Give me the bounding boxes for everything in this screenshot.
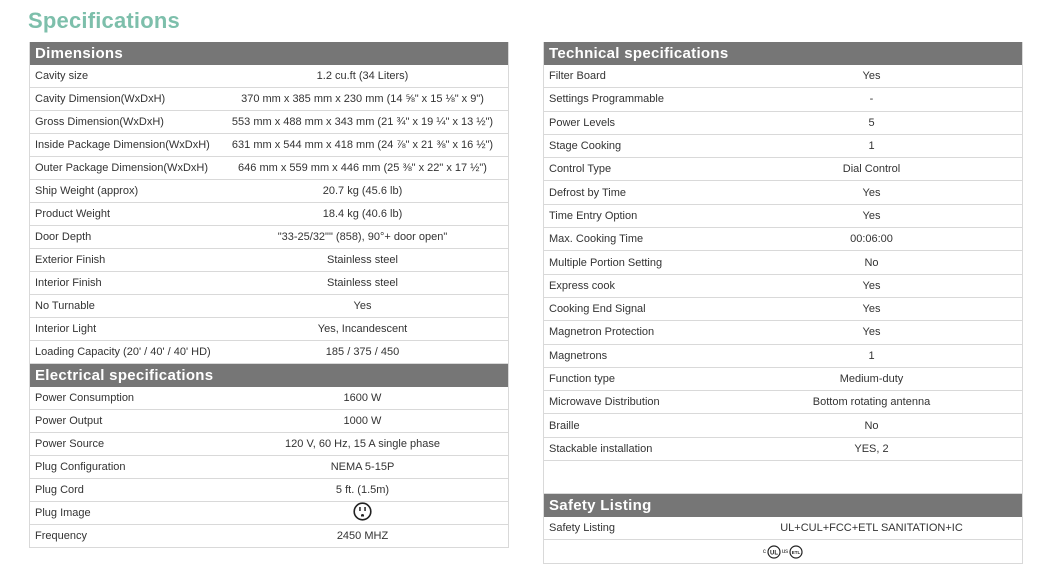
spec-label: Cavity Dimension(WxDxH) bbox=[35, 93, 166, 105]
spec-row-function-type bbox=[544, 368, 1022, 391]
spec-row-loading-capacity-20-40-40-hd bbox=[30, 341, 508, 364]
spec-label: Stackable installation bbox=[549, 442, 653, 455]
spec-value: 1 bbox=[868, 140, 875, 153]
spec-label: Power Output bbox=[35, 415, 103, 427]
spec-label: Outer Package Dimension(WxDxH) bbox=[35, 162, 208, 174]
spec-value: 00:06:00 bbox=[850, 233, 893, 246]
spec-value: 1000 W bbox=[343, 415, 382, 427]
technical-header: Technical specifications bbox=[544, 42, 1022, 65]
spec-row-plug-cord bbox=[30, 479, 508, 502]
safety-table bbox=[544, 517, 1022, 540]
spec-value: Yes bbox=[862, 209, 881, 222]
left-spec-panel bbox=[29, 42, 509, 548]
spec-label: Power Consumption bbox=[35, 392, 135, 404]
spec-label: Inside Package Dimension(WxDxH) bbox=[35, 139, 210, 151]
spec-row-cavity-size bbox=[30, 65, 508, 88]
spec-value: 5 bbox=[868, 116, 875, 129]
spec-row-control-type bbox=[544, 158, 1022, 181]
spec-value: 1 bbox=[868, 349, 875, 362]
spec-label: Braille bbox=[549, 419, 580, 432]
spec-row-interior-finish bbox=[30, 272, 508, 295]
spec-label: Max. Cooking Time bbox=[549, 233, 644, 246]
spec-value: 2450 MHZ bbox=[336, 530, 389, 542]
technical-table bbox=[544, 65, 1022, 461]
spec-value: No bbox=[864, 419, 879, 432]
spec-label: Frequency bbox=[35, 530, 87, 542]
spec-value: Stainless steel bbox=[327, 277, 398, 289]
cert-logos-row bbox=[544, 540, 1022, 564]
spec-row-no-turnable bbox=[30, 295, 508, 318]
spec-row-gross-dimension-wxdxh bbox=[30, 111, 508, 134]
spec-row-stage-cooking bbox=[544, 135, 1022, 158]
spec-label: Plug Image bbox=[35, 507, 91, 519]
spec-value: Yes bbox=[862, 186, 881, 199]
spec-value: 1600 W bbox=[343, 392, 382, 404]
dimensions-table bbox=[30, 65, 508, 364]
spec-value: "33-25/32"" (858), 90°+ door open" bbox=[277, 231, 448, 243]
c-prefix-text: c bbox=[762, 548, 766, 555]
spec-value: Yes bbox=[862, 279, 881, 292]
spec-value: 5 ft. (1.5m) bbox=[335, 484, 390, 496]
spec-value: 553 mm x 488 mm x 343 mm (21 ¾" x 19 ¼" x 13 ½") bbox=[231, 116, 494, 128]
spec-row-cooking-end-signal bbox=[544, 298, 1022, 321]
spec-row-plug-image bbox=[30, 502, 508, 525]
spec-label: Power Source bbox=[35, 438, 105, 450]
spec-value: Yes, Incandescent bbox=[317, 323, 408, 335]
spec-row-express-cook bbox=[544, 275, 1022, 298]
spec-label: Magnetrons bbox=[549, 349, 608, 362]
spec-row-outer-package-dimension-wxdxh bbox=[30, 157, 508, 180]
spec-value-icon bbox=[225, 502, 508, 524]
spec-label: Settings Programmable bbox=[549, 93, 664, 106]
spec-label: Loading Capacity (20' / 40' / 40' HD) bbox=[35, 346, 211, 358]
spec-label: Door Depth bbox=[35, 231, 92, 243]
spec-row-max-cooking-time bbox=[544, 228, 1022, 251]
spec-label: Microwave Distribution bbox=[549, 396, 660, 409]
certification-logos bbox=[763, 545, 803, 559]
spec-value: Medium-duty bbox=[839, 373, 904, 385]
spec-label: Magnetron Protection bbox=[549, 326, 655, 339]
spec-value: Yes bbox=[862, 70, 881, 83]
spec-row-safety-listing bbox=[544, 517, 1022, 540]
electrical-table bbox=[30, 387, 508, 548]
spec-value: 1.2 cu.ft (34 Liters) bbox=[316, 70, 409, 82]
spec-label: Plug Cord bbox=[35, 484, 84, 496]
spec-row-power-source bbox=[30, 433, 508, 456]
spec-label: Power Levels bbox=[549, 116, 616, 129]
spec-value: 631 mm x 544 mm x 418 mm (24 ⅞" x 21 ⅜" x 16 ½") bbox=[231, 139, 494, 151]
spec-row-power-output bbox=[30, 410, 508, 433]
ul-mark-text: UL bbox=[769, 550, 778, 557]
spec-label: Ship Weight (approx) bbox=[35, 185, 139, 197]
spec-label: Cavity size bbox=[35, 70, 89, 82]
spec-label: Function type bbox=[549, 373, 616, 385]
safety-header: Safety Listing bbox=[544, 494, 1022, 517]
spec-value: Yes bbox=[353, 300, 372, 312]
page-title: Specifications bbox=[28, 8, 180, 33]
spec-value: 370 mm x 385 mm x 230 mm (14 ⅝" x 15 ⅛" x 9") bbox=[241, 93, 484, 105]
spec-row-filter-board bbox=[544, 65, 1022, 88]
spec-label: Gross Dimension(WxDxH) bbox=[35, 116, 164, 128]
etl-logo-icon bbox=[789, 545, 803, 559]
spec-value: UL+CUL+FCC+ETL SANITATION+IC bbox=[780, 522, 963, 535]
spec-value: 120 V, 60 Hz, 15 A single phase bbox=[285, 438, 440, 450]
spec-row-defrost-by-time bbox=[544, 181, 1022, 204]
spec-value: YES, 2 bbox=[854, 442, 889, 455]
spec-row-ship-weight-approx bbox=[30, 180, 508, 203]
spec-label: Time Entry Option bbox=[549, 209, 638, 222]
spec-label: Control Type bbox=[549, 163, 612, 176]
spec-value: Stainless steel bbox=[327, 254, 398, 266]
spec-value: Yes bbox=[862, 303, 881, 316]
spec-label: Product Weight bbox=[35, 208, 111, 220]
spec-label: Multiple Portion Setting bbox=[549, 256, 663, 269]
spec-value: Dial Control bbox=[842, 163, 901, 176]
spec-row-settings-programmable bbox=[544, 88, 1022, 111]
spec-label: Interior Light bbox=[35, 323, 97, 335]
spec-row-time-entry-option bbox=[544, 205, 1022, 228]
right-spec-panel bbox=[543, 42, 1023, 564]
us-suffix-text: us bbox=[781, 548, 789, 555]
spec-row-power-consumption bbox=[30, 387, 508, 410]
spec-row-door-depth bbox=[30, 226, 508, 249]
spec-label: Cooking End Signal bbox=[549, 303, 646, 316]
spec-row-braille bbox=[544, 414, 1022, 437]
spec-value: Bottom rotating antenna bbox=[812, 396, 931, 409]
spec-row-power-levels bbox=[544, 112, 1022, 135]
spec-row-multiple-portion-setting bbox=[544, 251, 1022, 274]
spec-row-inside-package-dimension-wxdxh bbox=[30, 134, 508, 157]
spec-row-cavity-dimension-wxdxh bbox=[30, 88, 508, 111]
etl-mark-text: ETL bbox=[791, 549, 801, 555]
spec-row-magnetrons bbox=[544, 345, 1022, 368]
spec-value: NEMA 5-15P bbox=[330, 461, 395, 473]
spec-row-microwave-distribution bbox=[544, 391, 1022, 414]
spec-row-frequency bbox=[30, 525, 508, 548]
spec-value: 18.4 kg (40.6 lb) bbox=[322, 208, 403, 220]
spec-label: Defrost by Time bbox=[549, 186, 627, 199]
dimensions-header: Dimensions bbox=[30, 42, 508, 65]
spec-value: - bbox=[869, 93, 874, 106]
spacer-row bbox=[544, 461, 1022, 494]
spec-label: Filter Board bbox=[549, 70, 606, 83]
ul-logo-icon bbox=[767, 545, 781, 559]
spec-label: No Turnable bbox=[35, 300, 95, 312]
spec-row-interior-light bbox=[30, 318, 508, 341]
spec-row-product-weight bbox=[30, 203, 508, 226]
spec-value: 185 / 375 / 450 bbox=[325, 346, 400, 358]
spec-value: Yes bbox=[862, 326, 881, 339]
spec-label: Express cook bbox=[549, 279, 616, 292]
electrical-header: Electrical specifications bbox=[30, 364, 508, 387]
spec-row-plug-configuration bbox=[30, 456, 508, 479]
spec-label: Stage Cooking bbox=[549, 140, 622, 153]
spec-label: Exterior Finish bbox=[35, 254, 106, 266]
spec-value: 20.7 kg (45.6 lb) bbox=[322, 185, 403, 197]
spec-label: Plug Configuration bbox=[35, 461, 126, 473]
spec-row-magnetron-protection bbox=[544, 321, 1022, 344]
spec-value: 646 mm x 559 mm x 446 mm (25 ⅜" x 22" x 17 ½") bbox=[238, 162, 487, 174]
spec-row-stackable-installation bbox=[544, 438, 1022, 461]
spec-label: Interior Finish bbox=[35, 277, 102, 289]
spec-row-exterior-finish bbox=[30, 249, 508, 272]
plug-outlet-icon bbox=[353, 502, 372, 521]
spec-label: Safety Listing bbox=[549, 522, 616, 535]
spec-value: No bbox=[864, 256, 879, 269]
